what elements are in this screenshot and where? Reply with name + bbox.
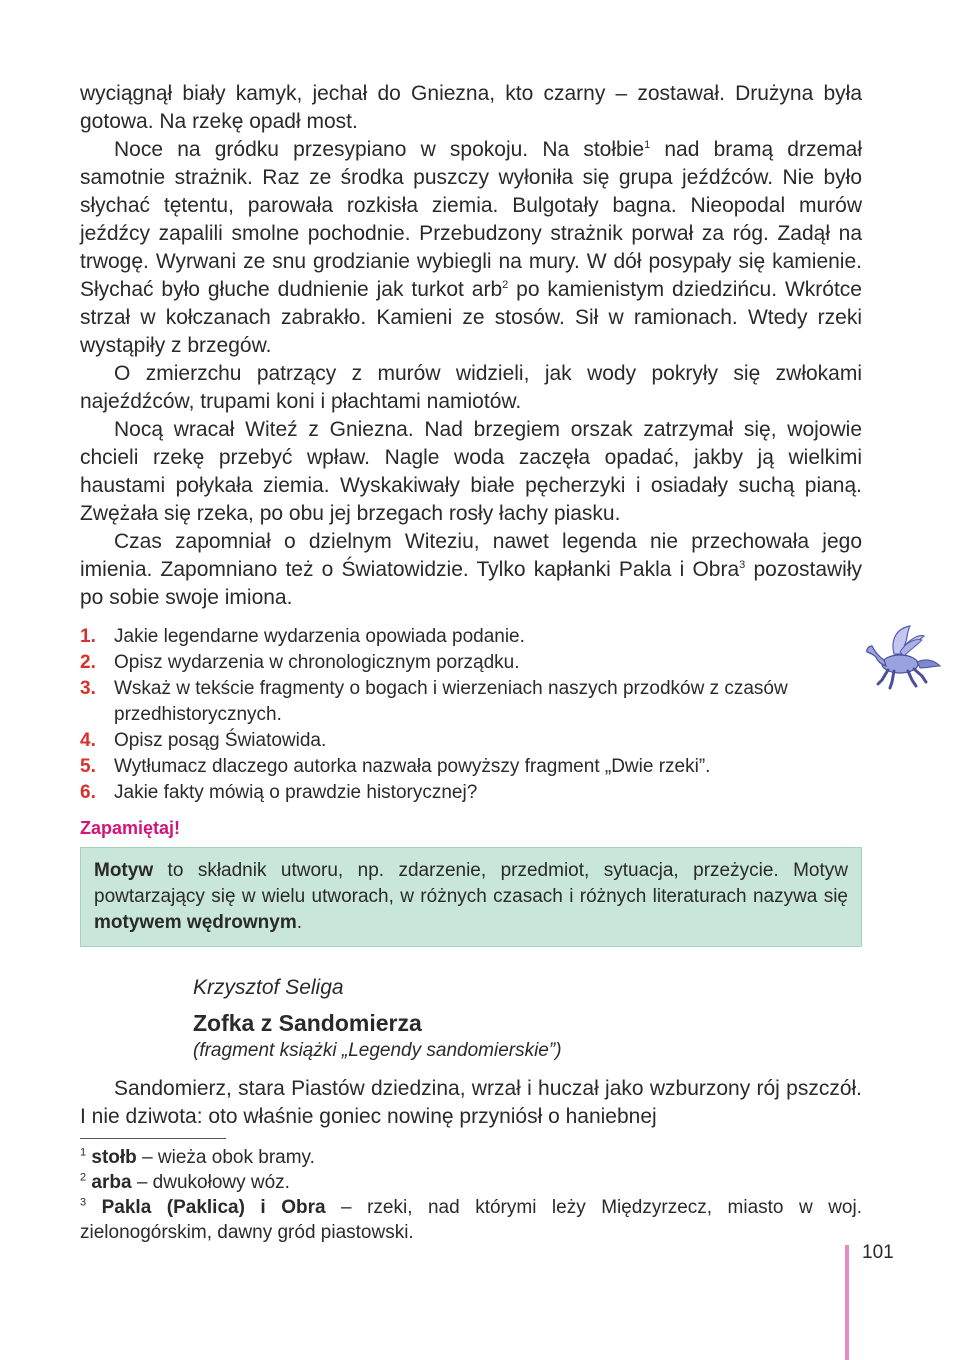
paragraph-1: wyciągnął biały kamyk, jechał do Gniezna, kto czarny – zostawał. Drużyna była gotowa. Na rzekę opadł most. (80, 82, 862, 133)
page-number: 101 (862, 1242, 894, 1263)
text-title: Zofka z Sandomierza (193, 1010, 422, 1036)
remember-heading: Zapamiętaj! (80, 818, 181, 838)
page-edge-bar (845, 1245, 849, 1360)
footnote-ref-2: 2 (502, 279, 509, 291)
question-item: 1. Jakie legendarne wydarzenia opowiada podanie. (80, 626, 525, 647)
paragraph-5: Czas zapomniał o dzielnym Witeziu, nawet legenda nie przechowała jego imienia. Zapomniano też o Światowidzie. Tylko kapłanki Pakla i Obra$^3$ pozostawiły po sobie swoje imiona. (80, 530, 863, 609)
footnote-item: $^2$ arba – dwukołowy wóz. (80, 1171, 290, 1193)
term-motyw: Motyw (94, 860, 154, 881)
page-content (80, 80, 862, 1245)
question-item: 5. Wytłumacz dlaczego autorka nazwała powyższy fragment „Dwie rzeki”. (80, 756, 711, 777)
footnote-divider (80, 1138, 226, 1139)
question-list (80, 624, 862, 806)
footnote-ref-3: 3 (739, 559, 746, 571)
footnote-ref-1: 1 (644, 139, 651, 151)
question-item: 3. Wskaż w tekście fragmenty o bogach i wierzeniach naszych przodków z czasów przedhistorycznych. (80, 678, 788, 725)
question-item: 2. Opisz wydarzenia w chronologicznym porządku. (80, 652, 520, 673)
definition-box: Motyw to składnik utworu, np. zdarzenie, przedmiot, sytuacja, przeżycie. Motyw powtarzający się w wielu utworach, w różnych czasach i różnych literaturach nazywa się motywem wędrownym. (80, 847, 862, 947)
term-motyw-wedrowny: motywem wędrownym (94, 912, 297, 933)
footnote-item: $^3$ Pakla (Paklica) i Obra – rzeki, nad którymi leży Międzyrzecz, miasto w woj. zielonogórskim, dawny gród piastowski. (80, 1196, 862, 1243)
question-item: 4. Opisz posąg Światowida. (80, 730, 327, 751)
author-name: Krzysztof Seliga (193, 976, 344, 999)
story-opening: Sandomierz, stara Piastów dziedzina, wrzał i huczał jako wzburzony rój pszczół. I nie dziwota: oto właśnie goniec nowinę przyniósł o haniebnej (80, 1077, 862, 1128)
pegasus-icon (864, 624, 944, 690)
text-subtitle: (fragment książki „Legendy sandomierskie”) (193, 1040, 562, 1061)
question-item: 6. Jakie fakty mówią o prawdzie historycznej? (80, 782, 478, 803)
paragraph-2: Noce na gródku przesypiano w spokoju. Na stołbie$^1$ nad bramą drzemał samotnie strażnik. Raz ze środka puszczy wyłoniła się grupa jeźdźców. Nie było słychać tętentu, parowała rozkisła ziemia. Bulgotały bagna. Nieopodal murów jeźdźcy zapalili smolne pochodnie. Przebudzony strażnik porwał za róg. Zadął na trwogę. Wyrwani ze snu grodzianie wybiegli na mury. W dół posypały się kamienie. Słychać było głuche dudnienie jak turkot arb$^2$ po kamienistym dziedzińcu. Wkrótce strzał w kołczanach zabrakło. Kamieni ze stosów. Sił w ramionach. Wtedy rzeki wystąpiły z brzegów. (80, 138, 862, 357)
footnote-item: $^1$ stołb – wieża obok bramy. (80, 1146, 315, 1168)
footnotes (80, 1145, 862, 1245)
paragraph-4: Nocą wracał Witeź z Gniezna. Nad brzegiem orszak zatrzymał się, wojowie chcieli rzekę przebyć wpław. Nagle woda zaczęła opadać, jakby ją wielkimi haustami połykała ziemia. Wyskakiwały białe pęcherzyki i osiadały suchą pianą. Zwężała się rzeka, po obu jej brzegach rosły łachy piasku. (80, 418, 862, 525)
paragraph-3: O zmierzchu patrzący z murów widzieli, jak wody pokryły się zwłokami najeźdźców, trupami koni i płachtami namiotów. (80, 362, 862, 413)
